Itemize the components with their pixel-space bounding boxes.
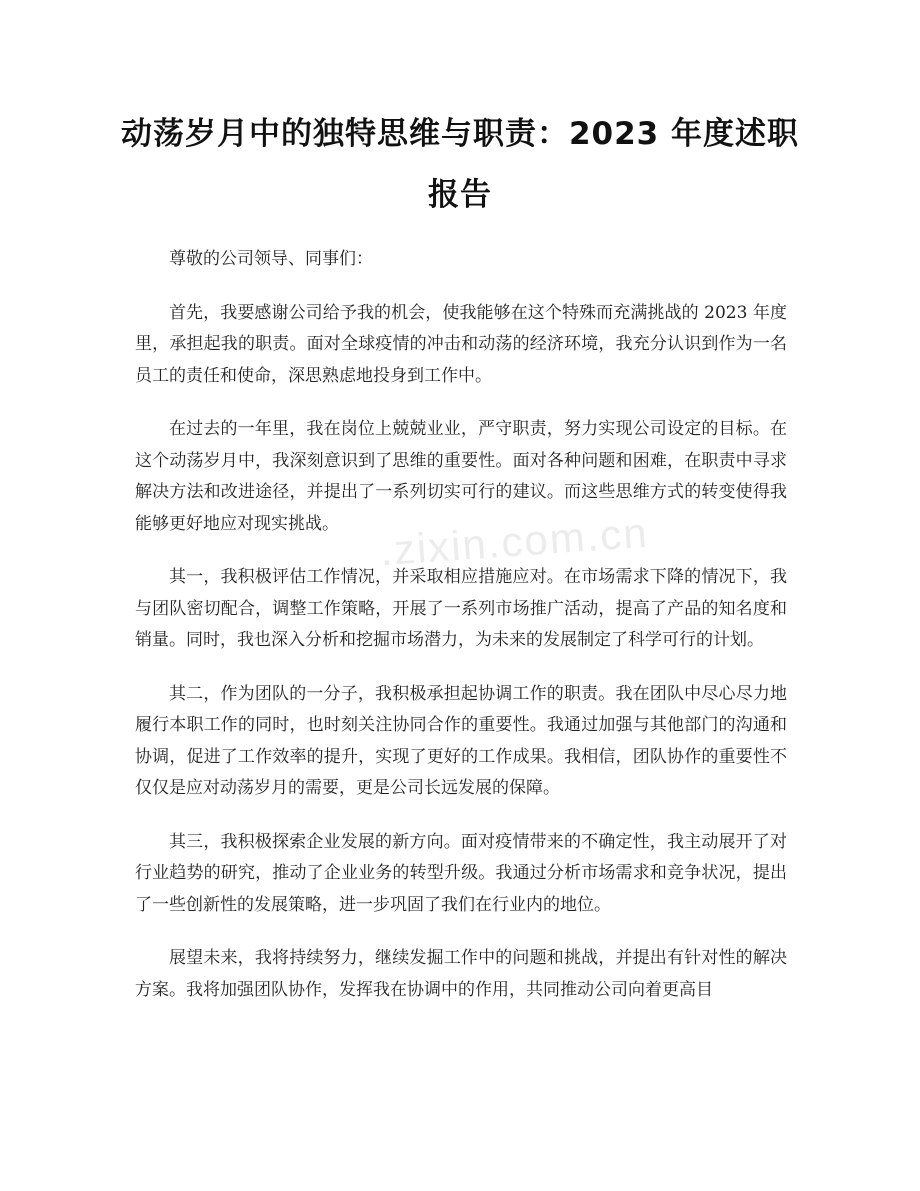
body-paragraph: 展望未来，我将持续努力，继续发掘工作中的问题和挑战，并提出有针对性的解决方案。我将加强团队协作，发挥我在协调中的作用，共同推动公司向着更高目 bbox=[135, 948, 787, 1000]
body-paragraph: 其三，我积极探索企业发展的新方向。面对疫情带来的不确定性，我主动展开了对行业趋势的研究，推动了企业业务的转型升级。我通过分析市场需求和竞争状况，提出了一些创新性的发展策略，进一步巩固了我们在行业内的地位。 bbox=[135, 831, 787, 915]
salutation-paragraph: 尊敬的公司领导、同事们： bbox=[169, 249, 373, 269]
body-paragraph: 首先，我要感谢公司给予我的机会，使我能够在这个特殊而充满挑战的 2023 年度里，承担起我的职责。面对全球疫情的冲击和动荡的经济环境，我充分认识到作为一名员工的责任和使命，深思熟虑地投身到工作中。 bbox=[135, 302, 787, 386]
watermark: .zixin.com.cn bbox=[378, 508, 651, 575]
document-body bbox=[135, 244, 787, 1028]
body-paragraph: 其一，我积极评估工作情况，并采取相应措施应对。在市场需求下降的情况下，我与团队密切配合，调整工作策略，开展了一系列市场推广活动，提高了产品的知名度和销量。同时，我也深入分析和挖掘市场潜力，为未来的发展制定了科学可行的计划。 bbox=[135, 567, 787, 650]
body-paragraph: 其二，作为团队的一分子，我积极承担起协调工作的职责。我在团队中尽心尽力地履行本职工作的同时，也时刻关注协同合作的重要性。我通过加强与其他部门的沟通和协调，促进了工作效率的提升，实现了更好的工作成果。我相信，团队协作的重要性不仅仅是应对动荡岁月的需要，更是公司长远发展的保障。 bbox=[135, 683, 787, 798]
document-title: 动荡岁月中的独特思维与职责：2023 年度述职报告 bbox=[120, 116, 800, 213]
body-paragraph: 在过去的一年里，我在岗位上兢兢业业，严守职责，努力实现公司设定的目标。在这个动荡岁月中，我深刻意识到了思维的重要性。面对各种问题和困难，在职责中寻求解决方法和改进途径，并提出了一系列切实可行的建议。而这些思维方式的转变使得我能够更好地应对现实挑战。 bbox=[135, 419, 787, 534]
